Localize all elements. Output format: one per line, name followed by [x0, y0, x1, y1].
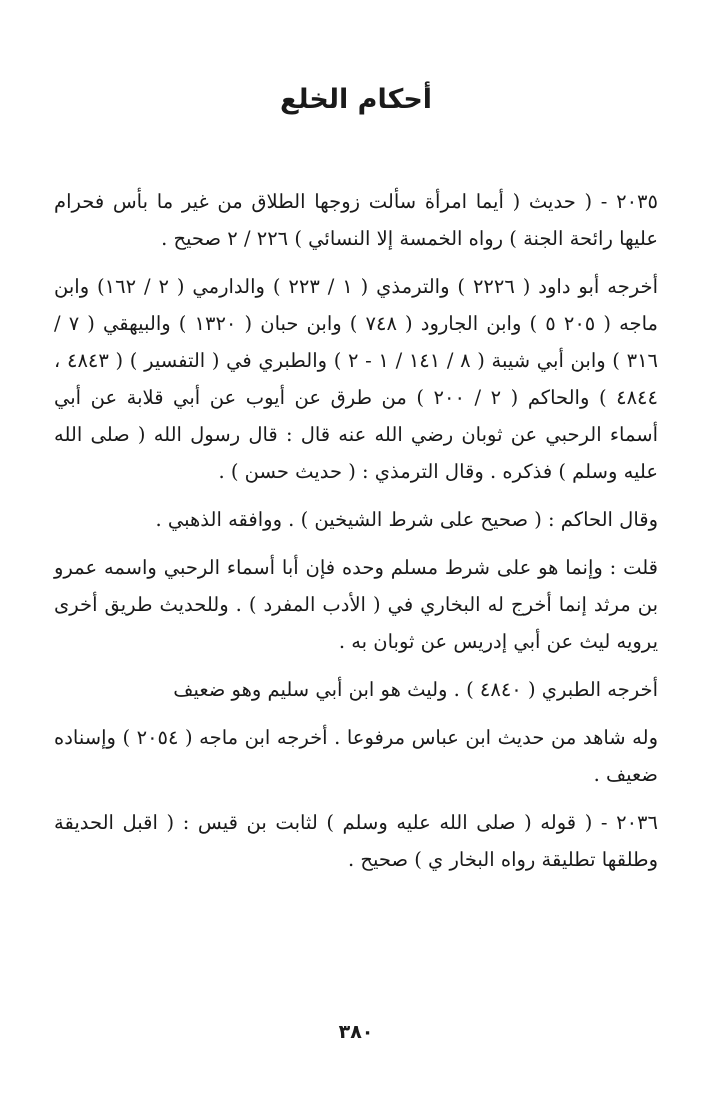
hadith-2036-paragraph: ٢٠٣٦ - ( قوله ( صلى الله عليه وسلم ) لثابت بن قيس : ( اقبل الحديقة وطلقها تطليقة رواه البخار ي ) صحيح .: [54, 811, 658, 871]
takhrij-paragraph: أخرجه أبو داود ( ٢٢٢٦ ) والترمذي ( ١ / ٢٢٣ ) والدارمي ( ٢ / ١٦٢) وابن ماجه ( ٢٠٥ ٥ ) وابن الجارود ( ٧٤٨ ) وابن حبان ( ١٣٢٠ ) والبيهقي ( ٧ / ٣١٦ ) وابن أبي شيبة ( ٨ / ١٤١ / ١ - ٢ ) والطبري في ( التفسير ) ( ٤٨٤٣ ، ٤٨٤٤ ) والحاكم ( ٢ / ٢٠٠ ) من طرق عن أيوب عن أبي قلابة عن أبي أسماء الرحبي عن ثوبان رضي الله عنه قال : قال رسول الله ( صلى الله عليه وسلم ) فذكره . وقال الترمذي : ( حديث حسن ) .: [54, 275, 659, 483]
page-number: ٣٨٠: [338, 1021, 374, 1043]
hakim-paragraph: وقال الحاكم : ( صحيح على شرط الشيخين ) . ووافقه الذهبي .: [155, 508, 658, 531]
hadith-2035-paragraph: ٢٠٣٥ - ( حديث ( أيما امرأة سألت زوجها الطلاق من غير ما بأس فحرام عليها رائحة الجنة ) رواه الخمسة إلا النسائي ) ٢٢٦ / ٢ صحيح .: [54, 190, 658, 250]
shahid-paragraph: وله شاهد من حديث ابن عباس مرفوعا . أخرجه ابن ماجه ( ٢٠٥٤ ) وإسناده ضعيف .: [54, 726, 658, 786]
author-note-paragraph: قلت : وإنما هو على شرط مسلم وحده فإن أبا أسماء الرحبي واسمه عمرو بن مرثد إنما أخرج له البخاري في ( الأدب المفرد ) . وللحديث طريق أخرى يرويه ليث عن أبي إدريس عن ثوبان به .: [54, 556, 658, 653]
tabari-paragraph: أخرجه الطبري ( ٤٨٤٠ ) . وليث هو ابن أبي سليم وهو ضعيف: [173, 678, 658, 701]
body-text: [54, 183, 658, 889]
chapter-title: أحكام الخلع: [279, 84, 433, 115]
